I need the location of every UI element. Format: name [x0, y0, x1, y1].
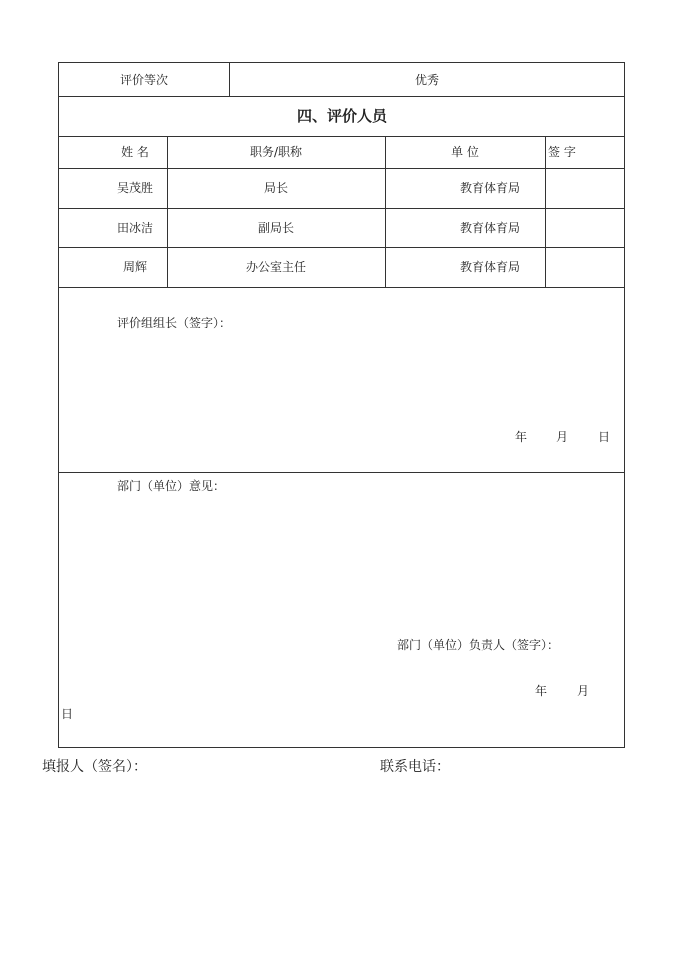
header-name: 姓 名 [121, 145, 149, 159]
leader-date-month: 月 [556, 430, 569, 444]
dept-date-year: 年 [535, 684, 548, 698]
leader-date-day: 日 [598, 430, 611, 444]
header-signature: 签 字 [548, 145, 576, 159]
dept-date-day: 日 [61, 707, 74, 721]
row-divider [59, 208, 624, 209]
leader-signature-label: 评价组组长（签字）： [117, 316, 232, 330]
phone-label: 联系电话： [380, 759, 450, 775]
evaluation-form [58, 62, 625, 748]
row-divider [59, 136, 624, 137]
row2-position: 副局长 [257, 221, 294, 235]
row-divider [59, 247, 624, 248]
dept-opinion-label: 部门（单位）意见： [117, 479, 226, 493]
row1-position: 局长 [263, 181, 288, 195]
row3-position: 办公室主任 [245, 260, 306, 274]
row-divider [59, 96, 624, 97]
row3-unit: 教育体育局 [460, 260, 521, 274]
leader-date-year: 年 [515, 430, 528, 444]
rating-label: 评价等次 [119, 73, 168, 87]
row2-unit: 教育体育局 [460, 221, 521, 235]
dept-date-month: 月 [577, 684, 590, 698]
header-position: 职务/职称 [249, 145, 303, 159]
row2-name: 田冰洁 [116, 221, 153, 235]
row-divider [59, 168, 624, 169]
filler-label: 填报人（签名）： [42, 759, 147, 775]
row3-name: 周辉 [122, 260, 147, 274]
row1-unit: 教育体育局 [460, 181, 521, 195]
header-unit: 单 位 [451, 145, 479, 159]
row-divider [59, 472, 624, 473]
rating-value: 优秀 [414, 73, 439, 87]
dept-signer-label: 部门（单位）负责人（签字）： [397, 638, 560, 652]
row-divider [59, 287, 624, 288]
column-divider [545, 136, 546, 287]
section-title: 四、评价人员 [296, 107, 387, 125]
row1-name: 吴茂胜 [116, 181, 153, 195]
